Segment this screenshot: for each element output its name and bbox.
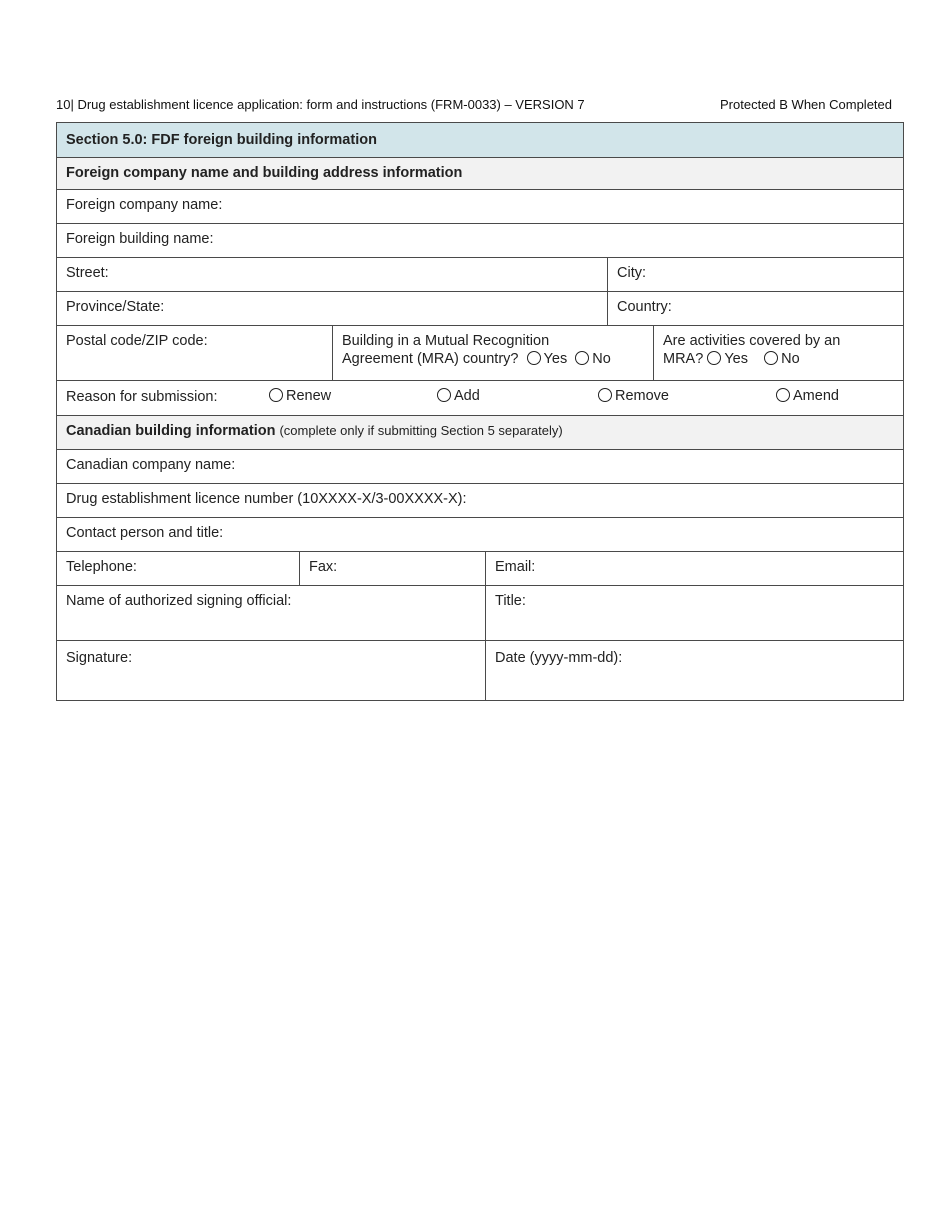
province-country-row	[57, 291, 903, 325]
fax-label: Fax:	[309, 559, 338, 575]
signature-label: Signature:	[66, 650, 133, 666]
licence-number-field[interactable]	[57, 484, 903, 517]
signing-official-label: Name of authorized signing official:	[66, 593, 292, 609]
activities-no-option[interactable]: No	[764, 351, 800, 367]
telephone-label: Telephone:	[66, 559, 137, 575]
fdf-foreign-building-form	[56, 122, 904, 701]
radio-circle-icon[interactable]	[575, 351, 589, 365]
postal-code-label: Postal code/ZIP code:	[66, 333, 208, 349]
reason-label: Reason for submission:	[66, 389, 218, 405]
official-title-label: Title:	[495, 593, 526, 609]
reason-row	[57, 380, 903, 415]
header-protection-level: Protected B When Completed	[720, 97, 892, 112]
canadian-heading-note: (complete only if submitting Section 5 separately)	[279, 423, 563, 438]
postal-mra-row	[57, 325, 903, 380]
date-label: Date (yyyy-mm-dd):	[495, 650, 623, 666]
city-label: City:	[617, 265, 646, 281]
activities-line2: MRA?	[663, 351, 704, 367]
mra-no-option[interactable]: No	[575, 351, 611, 367]
country-field[interactable]	[607, 292, 903, 325]
signing-official-field[interactable]	[57, 586, 485, 640]
signature-date-row	[57, 640, 903, 700]
email-label: Email:	[495, 559, 536, 575]
foreign-building-name-field[interactable]	[57, 224, 903, 257]
contact-person-label: Contact person and title:	[66, 525, 224, 541]
foreign-building-name-label: Foreign building name:	[66, 231, 214, 247]
foreign-heading: Foreign company name and building address information	[66, 165, 463, 181]
radio-circle-icon[interactable]	[764, 351, 778, 365]
foreign-company-name-field[interactable]	[57, 190, 903, 223]
radio-circle-icon[interactable]	[527, 351, 541, 365]
foreign-company-name-label: Foreign company name:	[66, 197, 223, 213]
licence-number-row	[57, 483, 903, 517]
activities-line1: Are activities covered by an	[663, 333, 841, 349]
mra-question-line1: Building in a Mutual Recognition	[342, 333, 550, 349]
contact-person-field[interactable]	[57, 518, 903, 551]
city-field[interactable]	[607, 258, 903, 291]
telephone-field[interactable]	[57, 552, 299, 585]
official-title-field[interactable]	[485, 586, 903, 640]
page-header	[56, 97, 892, 115]
date-field[interactable]	[485, 641, 903, 700]
postal-code-field[interactable]	[57, 326, 332, 380]
reason-amend-option[interactable]: Amend	[776, 388, 839, 404]
contact-person-row	[57, 517, 903, 551]
mra-yes-option[interactable]: Yes	[527, 351, 568, 367]
foreign-heading-row	[57, 157, 903, 189]
canadian-company-name-field[interactable]	[57, 450, 903, 483]
foreign-building-name-row	[57, 223, 903, 257]
street-field[interactable]	[57, 258, 607, 291]
section-title: Section 5.0: FDF foreign building information	[66, 132, 377, 148]
signing-official-row	[57, 585, 903, 640]
reason-remove-option[interactable]: Remove	[598, 388, 669, 404]
canadian-heading-row	[57, 415, 903, 449]
street-label: Street:	[66, 265, 109, 281]
mra-activities-question	[653, 326, 903, 380]
radio-circle-icon[interactable]	[776, 388, 790, 402]
province-state-field[interactable]	[57, 292, 607, 325]
fax-field[interactable]	[299, 552, 485, 585]
email-field[interactable]	[485, 552, 903, 585]
telephone-fax-email-row	[57, 551, 903, 585]
section-title-row	[57, 123, 903, 157]
radio-circle-icon[interactable]	[598, 388, 612, 402]
radio-circle-icon[interactable]	[707, 351, 721, 365]
street-city-row	[57, 257, 903, 291]
canadian-company-name-label: Canadian company name:	[66, 457, 236, 473]
foreign-company-name-row	[57, 189, 903, 223]
reason-add-option[interactable]: Add	[437, 388, 480, 404]
province-state-label: Province/State:	[66, 299, 165, 315]
mra-country-question	[332, 326, 653, 380]
signature-field[interactable]	[57, 641, 485, 700]
header-document-title: 10| Drug establishment licence application: form and instructions (FRM-0033) – VERSION 7	[56, 97, 585, 112]
radio-circle-icon[interactable]	[269, 388, 283, 402]
activities-yes-option[interactable]: Yes	[707, 351, 748, 367]
mra-question-line2: Agreement (MRA) country?	[342, 351, 519, 367]
country-label: Country:	[617, 299, 672, 315]
licence-number-label: Drug establishment licence number (10XXXX-X/3-00XXXX-X):	[66, 491, 467, 507]
reason-renew-option[interactable]: Renew	[269, 388, 331, 404]
radio-circle-icon[interactable]	[437, 388, 451, 402]
canadian-heading	[57, 416, 903, 449]
canadian-heading-title: Canadian building information	[66, 423, 276, 439]
canadian-company-name-row	[57, 449, 903, 483]
